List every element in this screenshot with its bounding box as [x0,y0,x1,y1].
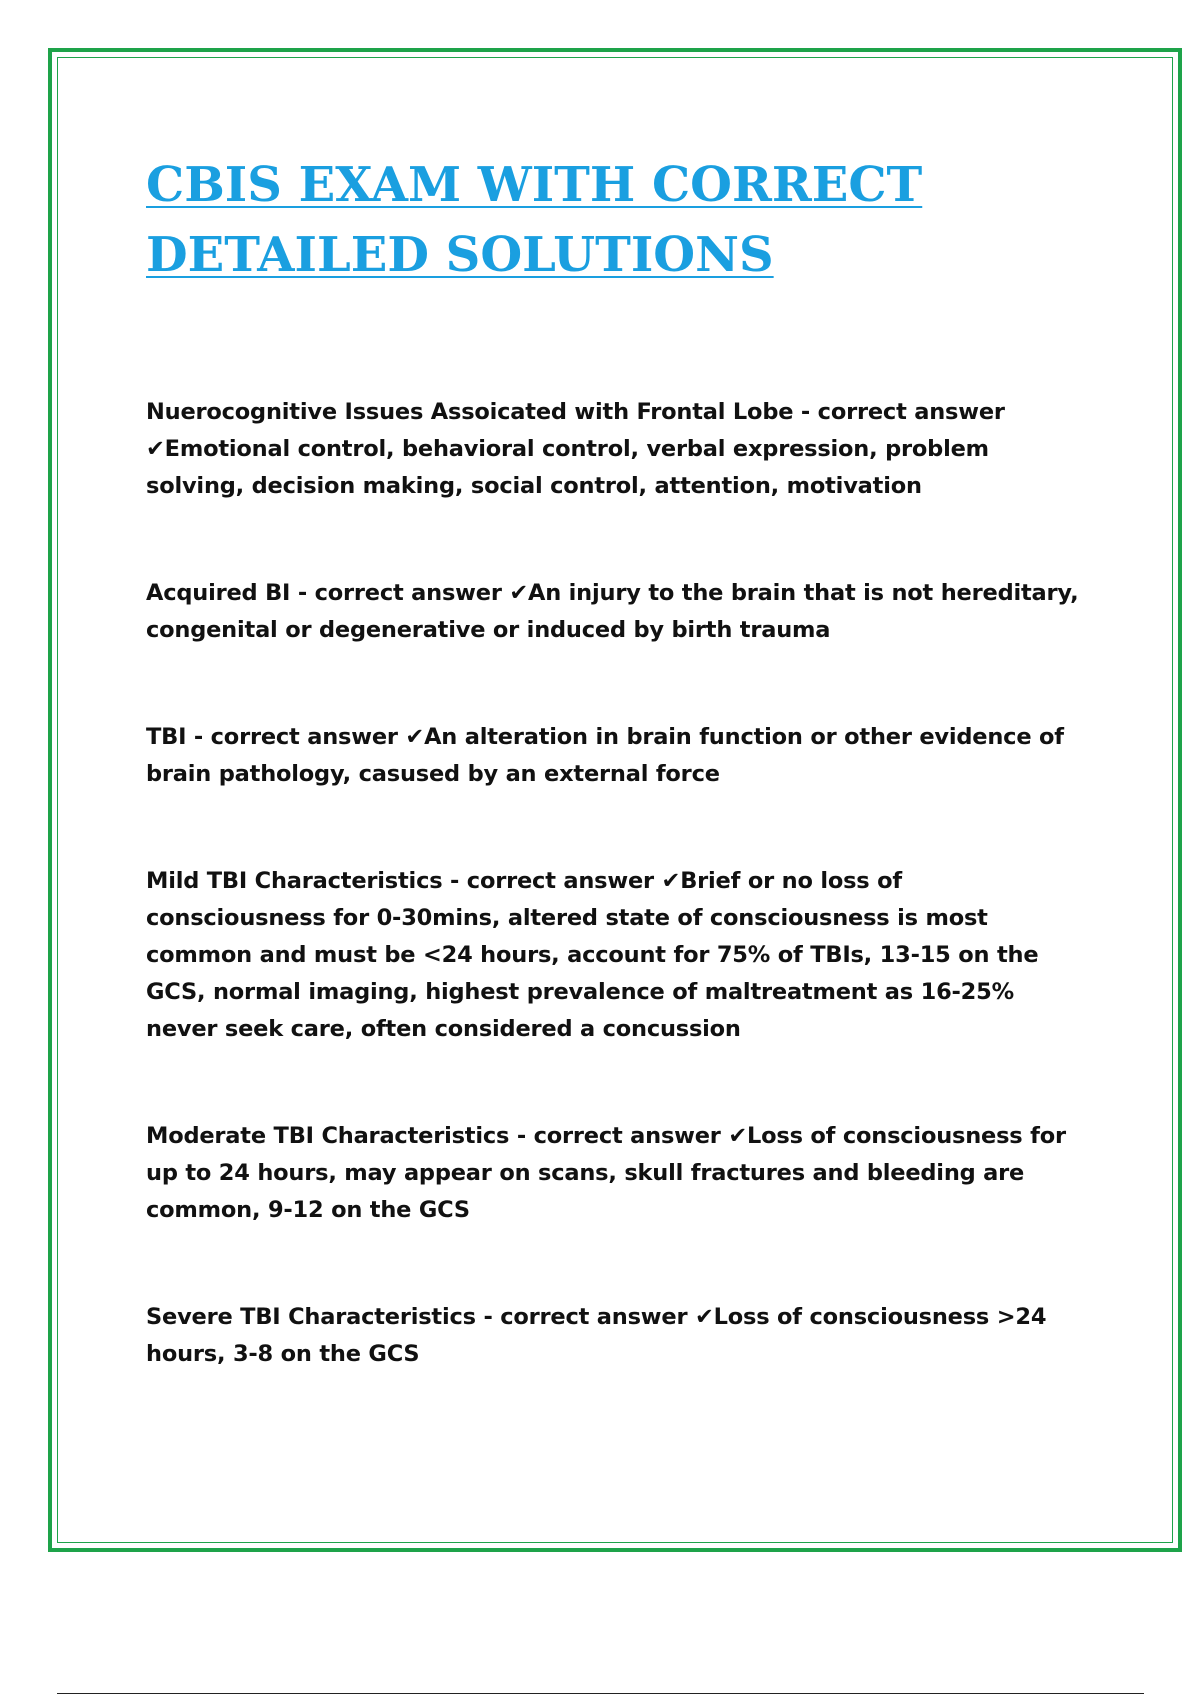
qa-item-severe-tbi: Severe TBI Characteristics - correct answer ✔Loss of consciousness >24 hours, 3-8 on the GCS [146,1304,1047,1367]
qa-item-frontal-lobe: Nuerocognitive Issues Assoicated with Frontal Lobe - correct answer ✔Emotional control, behavioral control, verbal expression, problem solving, decision making, social control, attention, motivation [146,399,1005,499]
qa-item-tbi: TBI - correct answer ✔An alteration in brain function or other evidence of brain pathology, casused by an external force [146,724,1064,787]
document-title: CBIS EXAM WITH CORRECT DETAILED SOLUTIONS [146,157,923,283]
footer-rule [57,1693,1144,1694]
document-content [146,150,1086,1443]
qa-list [146,394,1086,1373]
qa-item-acquired-bi: Acquired BI - correct answer ✔An injury to the brain that is not hereditary, congenital or degenerative or induced by birth trauma [146,580,1079,643]
qa-item-moderate-tbi: Moderate TBI Characteristics - correct answer ✔Loss of consciousness for up to 24 hours, may appear on scans, skull fractures and bleeding are common, 9-12 on the GCS [146,1123,1066,1223]
qa-item-mild-tbi: Mild TBI Characteristics - correct answer ✔Brief or no loss of consciousness for 0-30mins, altered state of consciousness is most common and must be <24 hours, account for 75% of TBIs, 13-15 on the GCS, normal imaging, highest prevalence of maltreatment as 16-25% never seek care, often considered a concussion [146,868,1039,1042]
